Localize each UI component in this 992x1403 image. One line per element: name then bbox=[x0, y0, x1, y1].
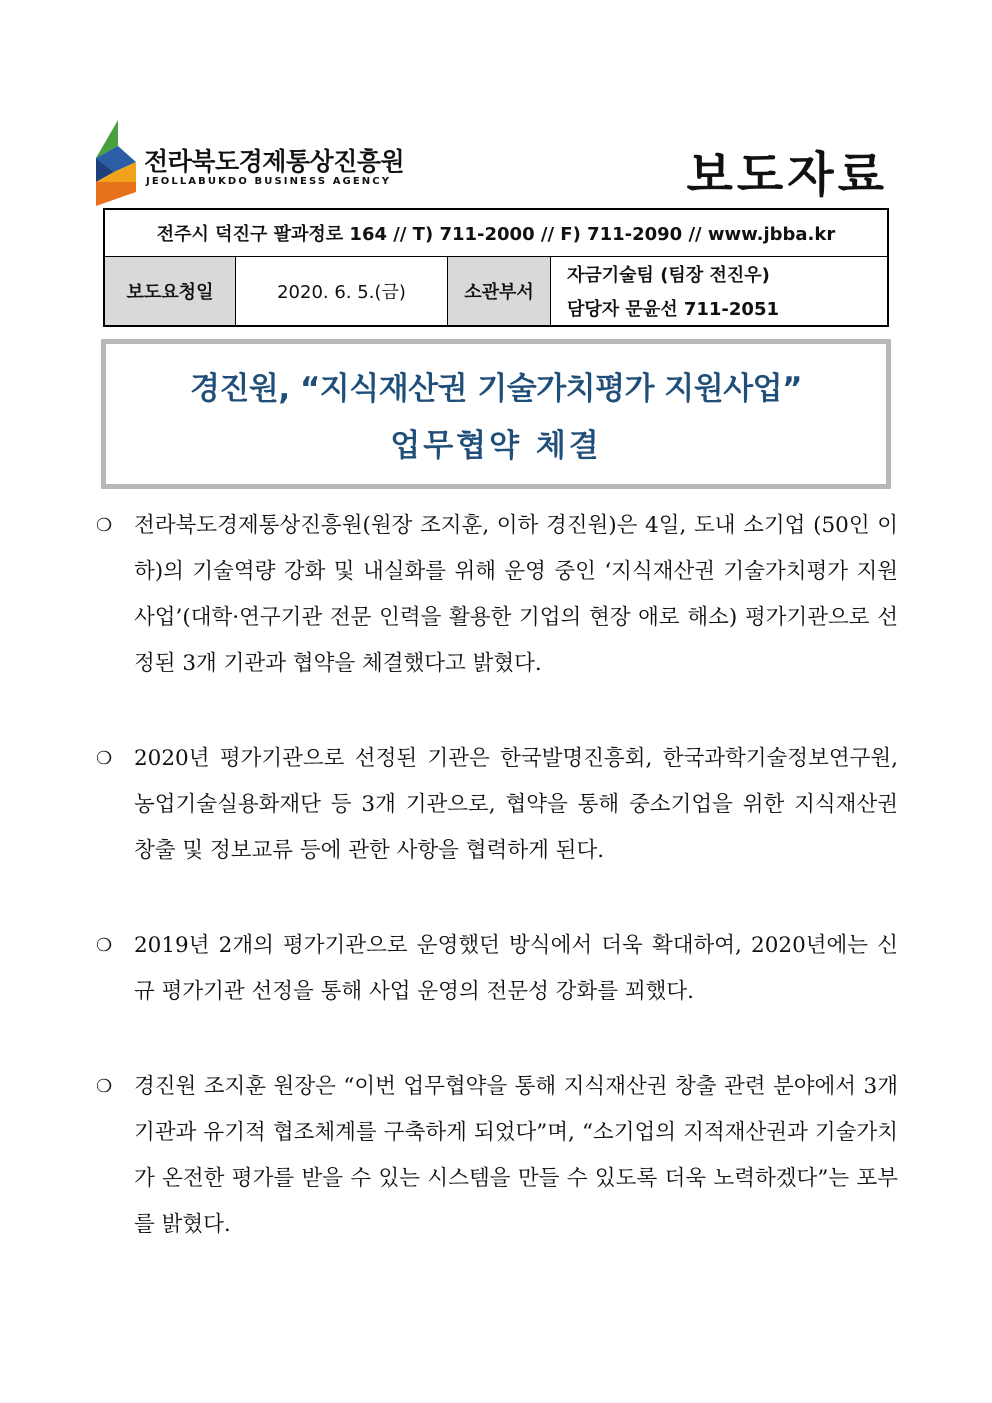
paragraph-text: 2020년 평가기관으로 선정된 기관은 한국발명진흥회, 한국과학기술정보연구원, 농업기술실용화재단 등 3개 기관으로, 협약을 통해 중소기업을 위한 지식재산권 창출 및 정보교류 등에 관한 사항을 협력하게 된다. bbox=[134, 746, 898, 863]
paragraph bbox=[96, 736, 898, 874]
request-date: 2020. 6. 5.(금) bbox=[236, 257, 448, 325]
paragraph bbox=[96, 1064, 898, 1248]
logo-mark-icon bbox=[96, 120, 140, 206]
organization-logo bbox=[96, 120, 405, 206]
department-cell bbox=[551, 257, 887, 325]
department-team: 자금기술팀 (팀장 전진우) bbox=[567, 265, 770, 286]
paragraph-text: 경진원 조지훈 원장은 “이번 업무협약을 통해 지식재산권 창출 관련 분야에서 3개 기관과 유기적 협조체계를 구축하게 되었다”며, “소기업의 지적재산권과 기술가치가 온전한 평가를 받을 수 있는 시스템을 만들 수 있도록 더욱 노력하겠다”는 포부를 밝혔다. bbox=[134, 1074, 898, 1237]
headline-line-2: 업무협약 체결 bbox=[390, 428, 602, 464]
paragraph bbox=[96, 503, 898, 687]
bullet-circle-icon: ❍ bbox=[96, 515, 113, 536]
bullet-circle-icon: ❍ bbox=[96, 935, 113, 956]
info-table bbox=[103, 208, 889, 327]
title-box bbox=[101, 339, 891, 489]
request-date-label: 보도요청일 bbox=[105, 257, 236, 325]
paragraph-text: 전라북도경제통상진흥원(원장 조지훈, 이하 경진원)은 4일, 도내 소기업 (50인 이하)의 기술역량 강화 및 내실화를 위해 운영 중인 ‘지식재산권 기술가치평가 지원사업’(대학·연구기관 전문 인력을 활용한 기업의 현장 애로 해소) 평가기관으로 선정된 3개 기관과 협약을 체결했다고 밝혔다. bbox=[134, 513, 898, 676]
bullet-circle-icon: ❍ bbox=[96, 748, 113, 769]
document-type: 보도자료 bbox=[686, 147, 888, 203]
bullet-circle-icon: ❍ bbox=[96, 1076, 113, 1097]
paragraph bbox=[96, 923, 898, 1015]
department-label: 소관부서 bbox=[448, 257, 551, 325]
organization-name-english: JEOLLABUKDO BUSINESS AGENCY bbox=[146, 176, 392, 187]
contact-line: 전주시 덕진구 팔과정로 164 // T) 711-2000 // F) 711-2090 // www.jbba.kr bbox=[105, 210, 887, 257]
paragraph-text: 2019년 2개의 평가기관으로 운영했던 방식에서 더욱 확대하여, 2020년에는 신규 평가기관 선정을 통해 사업 운영의 전문성 강화를 꾀했다. bbox=[134, 933, 898, 1004]
organization-name: 전라북도경제통상진흥원 bbox=[144, 147, 405, 176]
info-row bbox=[105, 257, 887, 325]
department-contact: 담당자 문윤선 711-2051 bbox=[567, 299, 780, 320]
article-body bbox=[96, 503, 898, 1297]
headline-line-1: 경진원, “지식재산권 기술가치평가 지원사업” bbox=[190, 371, 802, 407]
